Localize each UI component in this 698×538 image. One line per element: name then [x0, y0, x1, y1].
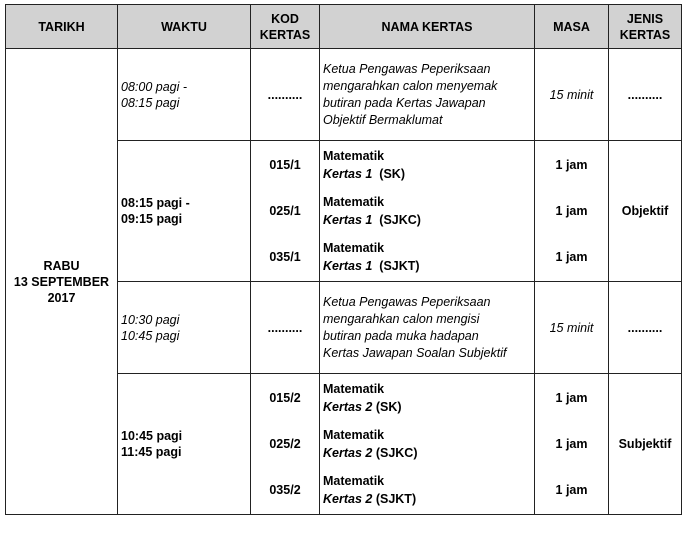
- date-day: RABU: [43, 258, 80, 273]
- jenis-placeholder: ..........: [609, 281, 682, 373]
- date-cell: [6, 49, 118, 515]
- jenis-cell: Subjektif: [609, 374, 682, 515]
- paper-entry: Matematik Kertas 2 (SJKT): [323, 474, 417, 507]
- header-kod-kertas: KOD KERTAS: [251, 5, 320, 49]
- masa-cell: 15 minit: [535, 281, 609, 373]
- time-cell: 08:15 pagi - 09:15 pagi: [118, 141, 251, 282]
- header-masa: MASA: [535, 5, 609, 49]
- header-waktu: WAKTU: [118, 5, 251, 49]
- masa-cell: 1 jam 1 jam 1 jam: [535, 141, 609, 282]
- instruction-note: Ketua Pengawas Peperiksaan mengarahkan calon menyemak butiran pada Kertas Jawapan Objektif Bermaklumat: [320, 49, 535, 141]
- masa-cell: 1 jam 1 jam 1 jam: [535, 374, 609, 515]
- time-cell: 10:30 pagi 10:45 pagi: [118, 281, 251, 373]
- paper-entry: Matematik Kertas 1 (SK): [323, 149, 405, 182]
- date-year: 2017: [47, 290, 76, 305]
- kod-value: 035/2: [269, 483, 301, 498]
- paper-entry: Matematik Kertas 2 (SJKC): [323, 428, 418, 461]
- nama-cell: [320, 374, 535, 515]
- header-tarikh: TARIKH: [6, 5, 118, 49]
- header-nama-kertas: NAMA KERTAS: [320, 5, 535, 49]
- date-date: 13 SEPTEMBER: [13, 274, 110, 289]
- table-row: [6, 49, 682, 141]
- header-row: [6, 5, 682, 49]
- instruction-note: Ketua Pengawas Peperiksaan mengarahkan calon mengisi butiran pada muka hadapan Kertas Jawapan Soalan Subjektif: [320, 281, 535, 373]
- kod-value: 035/1: [269, 250, 301, 265]
- masa-cell: 15 minit: [535, 49, 609, 141]
- paper-entry: Matematik Kertas 1 (SJKC): [323, 195, 421, 228]
- kod-value: 025/1: [269, 204, 301, 219]
- header-jenis-kertas: JENIS KERTAS: [609, 5, 682, 49]
- exam-schedule-table: [5, 4, 682, 515]
- kod-value: 015/2: [269, 391, 301, 406]
- paper-entry: Matematik Kertas 2 (SK): [323, 382, 402, 415]
- kod-cell: [251, 141, 320, 282]
- jenis-placeholder: ..........: [609, 49, 682, 141]
- kod-value: 025/2: [269, 437, 301, 452]
- kod-value: 015/1: [269, 158, 301, 173]
- kod-cell: [251, 374, 320, 515]
- paper-entry: Matematik Kertas 1 (SJKT): [323, 241, 420, 274]
- kod-placeholder: ..........: [251, 281, 320, 373]
- nama-cell: [320, 141, 535, 282]
- time-cell: 08:00 pagi - 08:15 pagi: [118, 49, 251, 141]
- jenis-cell: Objektif: [609, 141, 682, 282]
- kod-placeholder: ..........: [251, 49, 320, 141]
- time-cell: 10:45 pagi 11:45 pagi: [118, 374, 251, 515]
